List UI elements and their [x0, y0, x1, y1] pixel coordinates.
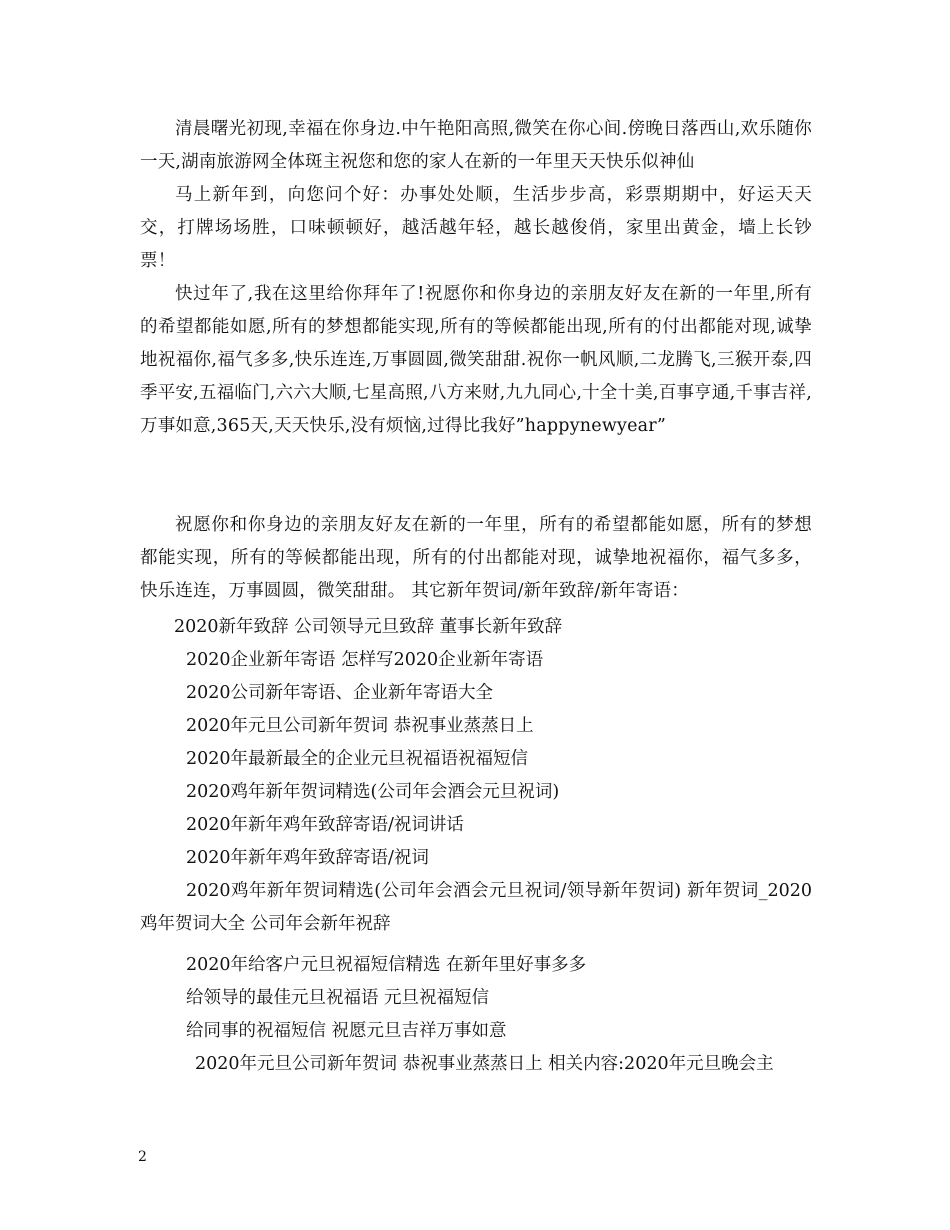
link-item[interactable]: 给同事的祝福短信 祝愿元旦吉祥万事如意 — [186, 1021, 507, 1041]
paragraph-greeting-new-year: 马上新年到，向您问个好：办事处处顺，生活步步高，彩票期期中，好运天天交，打牌场场胜，口味顿顿好，越活越年轻，越长越俊俏，家里出黄金，墙上长钞票！ — [140, 185, 812, 271]
link-item[interactable]: 2020新年致辞 公司领导元旦致辞 董事长新年致辞 — [174, 617, 563, 637]
page-number: 2 — [138, 1149, 147, 1165]
link-item[interactable]: 2020年最新最全的企业元旦祝福语祝福短信 — [186, 749, 529, 769]
paragraph-greeting-blessing: 快过年了,我在这里给你拜年了!祝愿你和你身边的亲朋友好友在新的一年里,所有的希望都能如愿,所有的梦想都能实现,所有的等候都能出现,所有的付出都能对现,诚挚地祝福你,福气多多,快乐连连,万事圆圆,微笑甜甜.祝你一帆风顺,二龙腾飞,三猴开泰,四季平安,五福临门,六六大顺,七星高照,八方来财,九九同心,十全十美,百事亨通,千事吉祥,万事如意,365天,天天快乐,没有烦恼,过得比我好”happynewyear” — [140, 284, 812, 436]
paragraph-greeting-morning: 清晨曙光初现,幸福在你身边.中午艳阳高照,微笑在你心间.傍晚日落西山,欢乐随你一天,湖南旅游网全体斑主祝您和您的家人在新的一年里天天快乐似神仙 — [140, 119, 812, 172]
link-item[interactable]: 2020年新年鸡年致辞寄语/祝词讲话 — [186, 815, 464, 835]
link-item[interactable]: 2020年给客户元旦祝福短信精选 在新年里好事多多 — [186, 955, 587, 975]
link-item[interactable]: 2020年元旦公司新年贺词 恭祝事业蒸蒸日上 — [186, 716, 534, 736]
link-item[interactable]: 2020鸡年新年贺词精选(公司年会酒会元旦祝词) — [186, 782, 560, 802]
link-item[interactable]: 2020鸡年新年贺词精选(公司年会酒会元旦祝词/领导新年贺词) 新年贺词_2020鸡年贺词大全 公司年会新年祝辞 — [140, 881, 812, 934]
link-item[interactable]: 2020企业新年寄语 怎样写2020企业新年寄语 — [186, 650, 544, 670]
link-item[interactable]: 给领导的最佳元旦祝福语 元旦祝福短信 — [186, 988, 490, 1008]
link-item[interactable]: 2020公司新年寄语、企业新年寄语大全 — [186, 683, 494, 703]
paragraph-greeting-wishes: 祝愿你和你身边的亲朋友好友在新的一年里，所有的希望都能如愿，所有的梦想都能实现，所有的等候都能出现，所有的付出都能对现，诚挚地祝福你，福气多多，快乐连连，万事圆圆，微笑甜甜。 其它新年贺词/新年致辞/新年寄语： — [140, 515, 812, 601]
link-item[interactable]: 2020年新年鸡年致辞寄语/祝词 — [186, 848, 429, 868]
link-item[interactable]: 2020年元旦公司新年贺词 恭祝事业蒸蒸日上 相关内容:2020年元旦晚会主 — [195, 1054, 774, 1074]
